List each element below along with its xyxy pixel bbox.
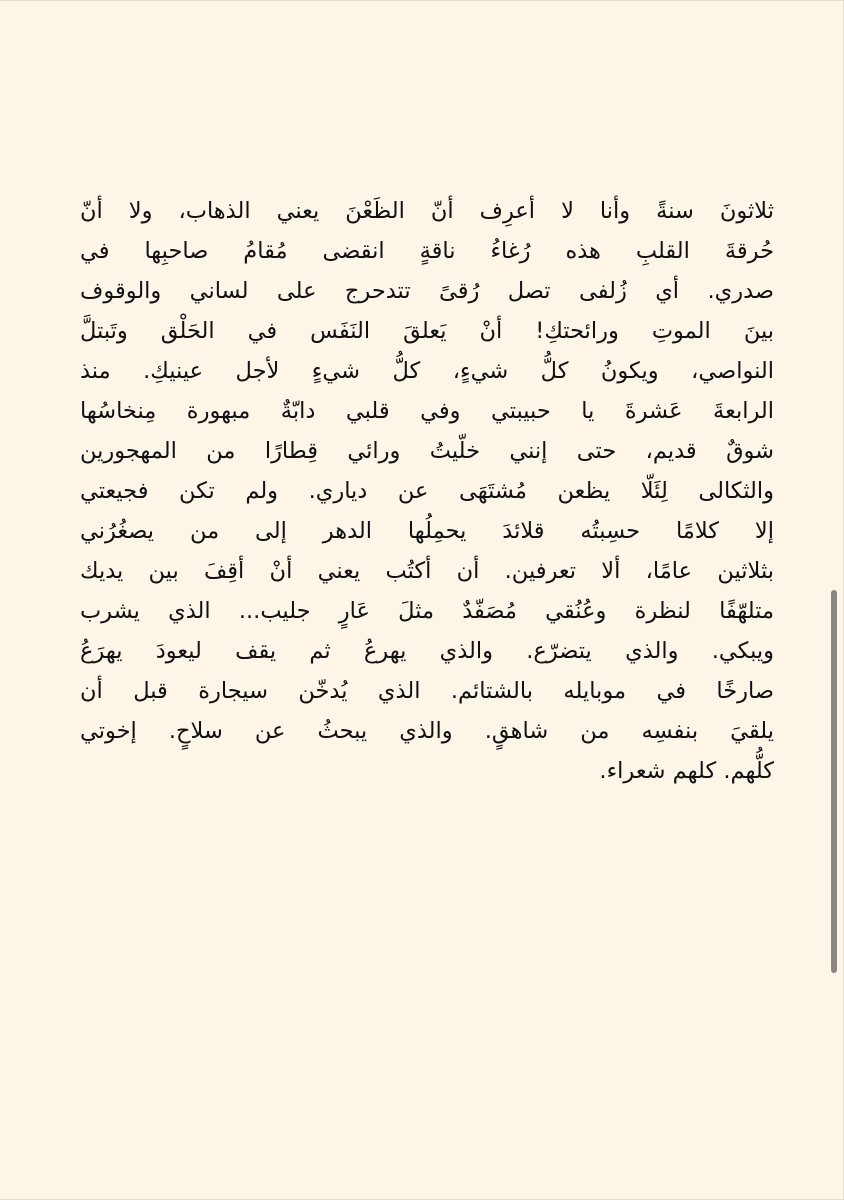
text-line-8: والثكالى لِئَلّا يظعن مُشتَهَى عن دياري. ولم تكن فجيعتي	[80, 478, 774, 504]
text-line-14: يلقيَ بنفسِه من شاهقٍ. والذي يبحثُ عن سلاحٍ. إخوتي	[80, 718, 774, 744]
text-line-10: بثلاثين عامًا، ألا تعرفين. أن أكتُب يعني أنْ أقِفَ بين يديك	[80, 558, 774, 584]
scrollbar-thumb[interactable]	[831, 590, 837, 973]
text-line-6: الرابعةَ عَشرةَ يا حبيبتي وفي قلبي دابّةٌ مبهورة مِنخاسُها	[80, 398, 774, 424]
poem-text-block	[80, 191, 774, 911]
text-line-1: ثلاثونَ سنةً وأنا لا أعرِف أنّ الظَعْنَ يعني الذهاب، ولا أنّ	[80, 198, 774, 224]
text-line-9: إلا كلامًا حسِبتُه قلائدَ يحمِلُها الدهر إلى من يصغُرُني	[80, 518, 774, 544]
text-line-11: متلهّفًا لنظرة وعُنُقي مُصَفّدٌ مثلَ عَارٍ جليب... الذي يشرب	[80, 598, 774, 624]
text-line-3: صدري. أي زُلفى تصل رُقىً تتدحرج على لساني والوقوف	[80, 278, 774, 304]
text-line-13: صارخًا في موبايله بالشتائم. الذي يُدخّن سيجارة قبل أن	[80, 678, 774, 704]
vertical-scrollbar[interactable]	[831, 590, 837, 973]
text-line-4: بينَ الموتِ ورائحتكِ! أنْ يَعلقَ النَفَس في الحَلْق وتَبتلَّ	[80, 318, 774, 344]
text-line-12: ويبكي. والذي يتضرّع. والذي يهرعُ ثم يقف ليعودَ يهرَعُ	[80, 638, 774, 664]
text-line-5: النواصي، ويكونُ كلُّ شيءٍ، كلُّ شيءٍ لأجل عينيكِ. منذ	[80, 358, 774, 384]
text-line-15: كلُّهم. كلهم شعراء.	[599, 758, 774, 784]
text-line-2: حُرقةَ القلبِ هذه رُغاءُ ناقةٍ انقضى مُقامُ صاحبِها في	[80, 238, 774, 264]
text-line-7: شوقٌ قديم، حتى إنني خلّيتُ ورائي قِطارًا من المهجورين	[80, 438, 774, 464]
